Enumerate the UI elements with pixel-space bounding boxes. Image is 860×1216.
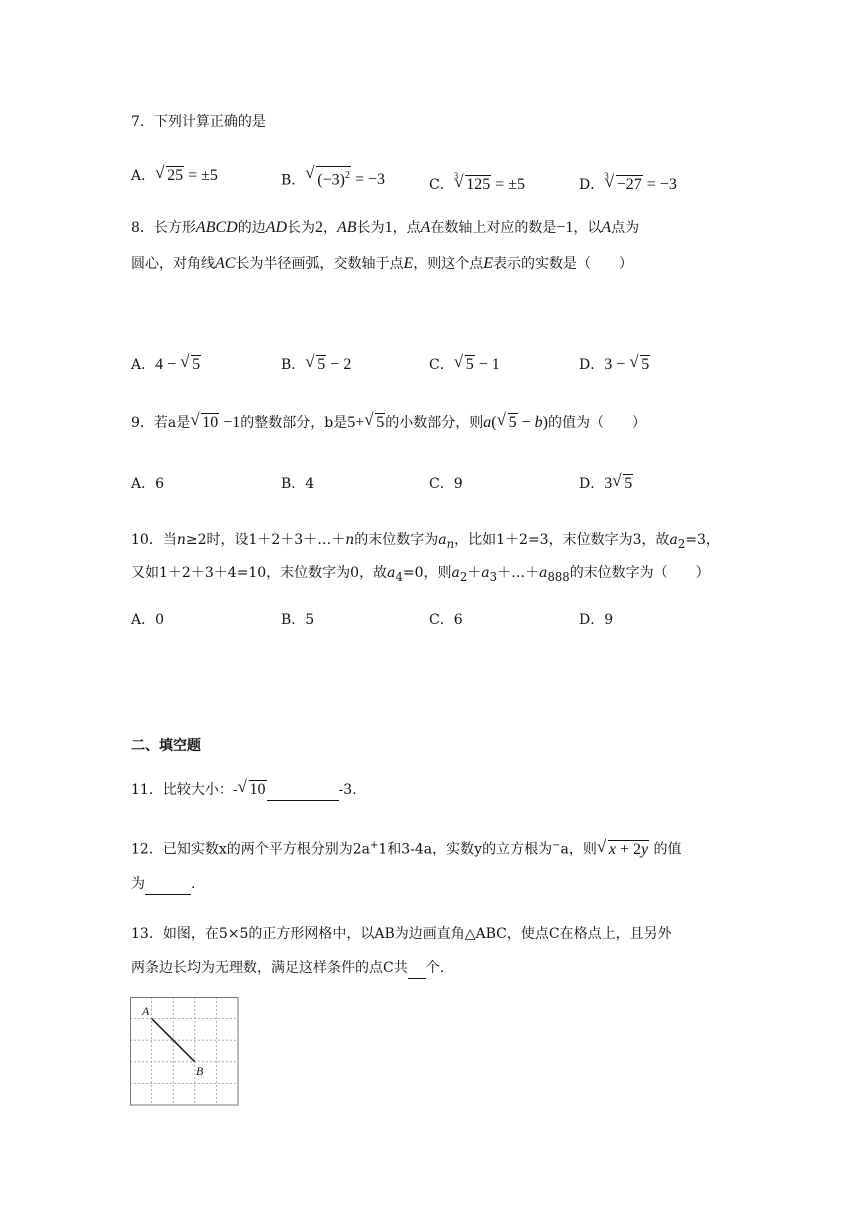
point-b-label: B (196, 1064, 204, 1078)
q7-option-b: B．√ $(-3)^2 = -3$ (281, 166, 385, 190)
q10-option-d: D．9 (579, 612, 614, 628)
section-heading: 二、填空题 (131, 738, 201, 754)
q9-option-d: D．3√ 5 (579, 474, 633, 494)
q9-stem: 9．若a是√ 10 −1的整数部分，b是5+√ 5的小数部分，则a(√ 5 − b)的值为（ ） (131, 413, 646, 433)
q11-stem: 11．比较大小：-√ 10 -3. (131, 780, 357, 801)
q12-stem-line2: 为 . (131, 874, 195, 895)
q7-option-a: A．√ 25 = ±5 (131, 166, 218, 186)
q7-option-c: C．$^3$√ 125 = ±5 (429, 166, 525, 195)
q8-option-d: D．3 − √ 5 (579, 355, 650, 375)
q10-option-b: B．5 (281, 612, 315, 628)
q9-option-b: B．4 (281, 476, 315, 492)
q13-grid-figure (130, 997, 240, 1107)
q13-stem-line2: 两条边长均为无理数，满足这样条件的点C共 个. (131, 958, 444, 979)
q10-stem-line1: 10．当n≥2时，设1＋2＋3＋…＋n的末位数字为$a_n$，比如1＋2=3，末位数字为3，故$a_2=3$， (131, 532, 720, 551)
q8-option-b: B．√ 5 − 2 (281, 355, 351, 375)
q8-stem-line2: 圆心，对角线AC长为半径画弧，交数轴于点E，则这个点E表示的实数是（ ） (131, 255, 634, 272)
q7-option-d: D．$^3$√ −27 = −3 (579, 166, 677, 195)
q7-stem: 7．下列计算正确的是 (131, 114, 266, 130)
q10-option-a: A．0 (131, 612, 165, 628)
q8-option-a: A．4 − √ 5 (131, 355, 201, 375)
q9-option-a: A．6 (131, 476, 165, 492)
q8-option-c: C．√ 5 − 1 (429, 355, 500, 375)
q9-option-c: C．9 (429, 476, 463, 492)
point-a-label: A (142, 1004, 150, 1018)
q10-option-c: C．6 (429, 612, 463, 628)
q12-stem-line1: 12．已知实数x的两个平方根分别为2a+1和3-4a，实数y的立方根为−a，则√ x + 2y 的值 (131, 836, 682, 860)
q13-stem-line1: 13．如图，在5×5的正方形网格中，以AB为边画直角△ABC，使点C在格点上，且另外 (131, 926, 672, 942)
q10-stem-line2: 又如1＋2＋3＋4=10，末位数字为0，故$a_4=0$，则$a_2+a_3+\dots+a_{888}$的末位数字为（ ） (131, 565, 710, 584)
q8-stem-line1: 8．长方形ABCD的边AD长为2，AB长为1，点A在数轴上对应的数是−1，以A点为 (131, 219, 640, 236)
